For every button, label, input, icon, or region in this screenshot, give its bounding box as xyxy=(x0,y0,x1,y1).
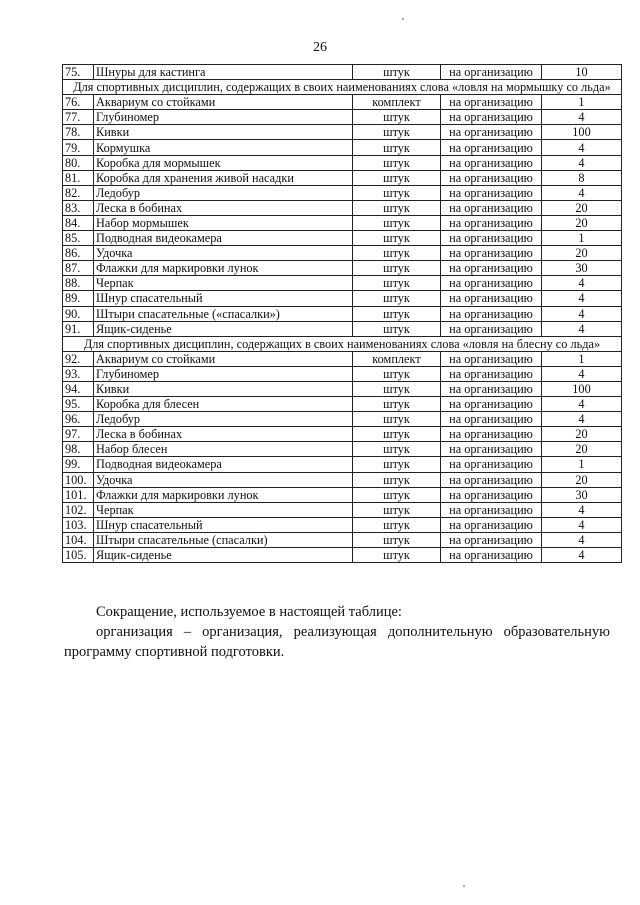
section-header-row xyxy=(63,80,622,95)
equipment-table-body xyxy=(63,65,622,563)
item-unit: штук xyxy=(353,381,441,396)
item-quantity: 4 xyxy=(542,532,622,547)
item-unit: комплект xyxy=(353,95,441,110)
item-quantity: 4 xyxy=(542,110,622,125)
item-name: Набор мормышек xyxy=(94,215,353,230)
item-unit: штук xyxy=(353,306,441,321)
table-row xyxy=(63,276,622,291)
item-number: 95. xyxy=(63,397,94,412)
item-number: 99. xyxy=(63,457,94,472)
item-number: 93. xyxy=(63,366,94,381)
item-quantity: 100 xyxy=(542,125,622,140)
item-unit: штук xyxy=(353,397,441,412)
item-name: Аквариум со стойками xyxy=(94,95,353,110)
table-row xyxy=(63,261,622,276)
table-row xyxy=(63,472,622,487)
item-unit: штук xyxy=(353,215,441,230)
item-unit: штук xyxy=(353,155,441,170)
item-quantity: 4 xyxy=(542,291,622,306)
item-unit: штук xyxy=(353,246,441,261)
table-row xyxy=(63,291,622,306)
item-per: на организацию xyxy=(441,185,542,200)
item-name: Глубиномер xyxy=(94,110,353,125)
table-row xyxy=(63,381,622,396)
item-quantity: 4 xyxy=(542,502,622,517)
item-per: на организацию xyxy=(441,110,542,125)
item-unit: комплект xyxy=(353,351,441,366)
item-unit: штук xyxy=(353,291,441,306)
equipment-table xyxy=(62,64,622,563)
item-per: на организацию xyxy=(441,532,542,547)
item-per: на организацию xyxy=(441,351,542,366)
table-row xyxy=(63,110,622,125)
item-quantity: 4 xyxy=(542,412,622,427)
item-quantity: 4 xyxy=(542,321,622,336)
item-number: 104. xyxy=(63,532,94,547)
table-row xyxy=(63,200,622,215)
item-number: 102. xyxy=(63,502,94,517)
item-name: Флажки для маркировки лунок xyxy=(94,261,353,276)
item-quantity: 30 xyxy=(542,487,622,502)
section-header-row xyxy=(63,336,622,351)
item-number: 75. xyxy=(63,65,94,80)
table-row xyxy=(63,155,622,170)
item-per: на организацию xyxy=(441,291,542,306)
item-name: Аквариум со стойками xyxy=(94,351,353,366)
item-per: на организацию xyxy=(441,457,542,472)
table-row xyxy=(63,246,622,261)
item-number: 85. xyxy=(63,231,94,246)
item-number: 86. xyxy=(63,246,94,261)
item-unit: штук xyxy=(353,517,441,532)
item-name: Штыри спасательные (спасалки) xyxy=(94,532,353,547)
item-quantity: 4 xyxy=(542,517,622,532)
item-quantity: 4 xyxy=(542,276,622,291)
table-row xyxy=(63,548,622,563)
item-quantity: 4 xyxy=(542,548,622,563)
item-name: Ледобур xyxy=(94,412,353,427)
item-name: Ящик-сиденье xyxy=(94,321,353,336)
item-unit: штук xyxy=(353,412,441,427)
item-number: 91. xyxy=(63,321,94,336)
item-name: Ледобур xyxy=(94,185,353,200)
item-number: 79. xyxy=(63,140,94,155)
item-per: на организацию xyxy=(441,306,542,321)
item-unit: штук xyxy=(353,472,441,487)
item-name: Черпак xyxy=(94,502,353,517)
scan-speck xyxy=(402,18,404,20)
table-row xyxy=(63,397,622,412)
item-name: Глубиномер xyxy=(94,366,353,381)
item-name: Шнур спасательный xyxy=(94,517,353,532)
item-per: на организацию xyxy=(441,548,542,563)
item-quantity: 20 xyxy=(542,442,622,457)
item-number: 103. xyxy=(63,517,94,532)
item-unit: штук xyxy=(353,321,441,336)
item-quantity: 20 xyxy=(542,246,622,261)
item-number: 89. xyxy=(63,291,94,306)
item-unit: штук xyxy=(353,170,441,185)
item-quantity: 4 xyxy=(542,366,622,381)
table-row xyxy=(63,366,622,381)
item-quantity: 4 xyxy=(542,155,622,170)
item-number: 76. xyxy=(63,95,94,110)
item-quantity: 1 xyxy=(542,95,622,110)
item-per: на организацию xyxy=(441,261,542,276)
item-unit: штук xyxy=(353,125,441,140)
table-row xyxy=(63,140,622,155)
item-unit: штук xyxy=(353,140,441,155)
section-header: Для спортивных дисциплин, содержащих в своих наименованиях слова «ловля на блесну со льда» xyxy=(63,336,622,351)
item-number: 87. xyxy=(63,261,94,276)
item-name: Коробка для блесен xyxy=(94,397,353,412)
item-per: на организацию xyxy=(441,200,542,215)
item-name: Леска в бобинах xyxy=(94,200,353,215)
item-name: Леска в бобинах xyxy=(94,427,353,442)
section-header: Для спортивных дисциплин, содержащих в своих наименованиях слова «ловля на мормышку со льда» xyxy=(63,80,622,95)
item-number: 98. xyxy=(63,442,94,457)
item-quantity: 20 xyxy=(542,200,622,215)
item-quantity: 10 xyxy=(542,65,622,80)
item-unit: штук xyxy=(353,261,441,276)
item-quantity: 4 xyxy=(542,185,622,200)
item-unit: штук xyxy=(353,366,441,381)
item-unit: штук xyxy=(353,65,441,80)
item-quantity: 4 xyxy=(542,306,622,321)
item-number: 84. xyxy=(63,215,94,230)
item-per: на организацию xyxy=(441,170,542,185)
table-row xyxy=(63,65,622,80)
item-name: Подводная видеокамера xyxy=(94,231,353,246)
item-quantity: 100 xyxy=(542,381,622,396)
item-number: 83. xyxy=(63,200,94,215)
item-per: на организацию xyxy=(441,125,542,140)
item-unit: штук xyxy=(353,231,441,246)
table-row xyxy=(63,351,622,366)
table-row xyxy=(63,170,622,185)
item-per: на организацию xyxy=(441,412,542,427)
item-name: Флажки для маркировки лунок xyxy=(94,487,353,502)
item-quantity: 4 xyxy=(542,397,622,412)
item-quantity: 4 xyxy=(542,140,622,155)
footnote-definition: организация – организация, реализующая дополнительную образовательную программу спортивной подготовки. xyxy=(64,624,610,660)
item-quantity: 1 xyxy=(542,457,622,472)
item-quantity: 8 xyxy=(542,170,622,185)
item-name: Шнуры для кастинга xyxy=(94,65,353,80)
item-per: на организацию xyxy=(441,487,542,502)
item-per: на организацию xyxy=(441,65,542,80)
item-name: Шнур спасательный xyxy=(94,291,353,306)
scan-speck xyxy=(463,885,465,887)
item-name: Коробка для мормышек xyxy=(94,155,353,170)
item-unit: штук xyxy=(353,276,441,291)
item-unit: штук xyxy=(353,532,441,547)
table-row xyxy=(63,231,622,246)
item-number: 96. xyxy=(63,412,94,427)
table-row xyxy=(63,215,622,230)
item-name: Штыри спасательные («спасалки») xyxy=(94,306,353,321)
item-number: 101. xyxy=(63,487,94,502)
item-per: на организацию xyxy=(441,155,542,170)
item-number: 81. xyxy=(63,170,94,185)
item-per: на организацию xyxy=(441,321,542,336)
item-name: Коробка для хранения живой насадки xyxy=(94,170,353,185)
item-name: Подводная видеокамера xyxy=(94,457,353,472)
item-name: Удочка xyxy=(94,472,353,487)
item-name: Кормушка xyxy=(94,140,353,155)
item-per: на организацию xyxy=(441,502,542,517)
item-number: 78. xyxy=(63,125,94,140)
table-row xyxy=(63,412,622,427)
item-name: Удочка xyxy=(94,246,353,261)
table-row xyxy=(63,517,622,532)
item-number: 105. xyxy=(63,548,94,563)
item-unit: штук xyxy=(353,457,441,472)
table-row xyxy=(63,321,622,336)
item-per: на организацию xyxy=(441,140,542,155)
item-name: Набор блесен xyxy=(94,442,353,457)
table-row xyxy=(63,487,622,502)
item-quantity: 20 xyxy=(542,472,622,487)
table-row xyxy=(63,95,622,110)
table-row xyxy=(63,125,622,140)
item-per: на организацию xyxy=(441,442,542,457)
item-unit: штук xyxy=(353,110,441,125)
item-number: 80. xyxy=(63,155,94,170)
item-per: на организацию xyxy=(441,427,542,442)
table-row xyxy=(63,306,622,321)
item-number: 77. xyxy=(63,110,94,125)
item-unit: штук xyxy=(353,185,441,200)
footnote-heading: Сокращение, используемое в настоящей таблице: xyxy=(96,604,402,620)
item-per: на организацию xyxy=(441,276,542,291)
item-number: 88. xyxy=(63,276,94,291)
item-quantity: 20 xyxy=(542,427,622,442)
item-number: 94. xyxy=(63,381,94,396)
item-unit: штук xyxy=(353,548,441,563)
item-per: на организацию xyxy=(441,95,542,110)
item-quantity: 20 xyxy=(542,215,622,230)
table-row xyxy=(63,427,622,442)
table-row xyxy=(63,442,622,457)
item-quantity: 1 xyxy=(542,351,622,366)
item-unit: штук xyxy=(353,442,441,457)
item-per: на организацию xyxy=(441,517,542,532)
item-name: Кивки xyxy=(94,125,353,140)
item-number: 90. xyxy=(63,306,94,321)
item-number: 82. xyxy=(63,185,94,200)
item-name: Кивки xyxy=(94,381,353,396)
item-quantity: 30 xyxy=(542,261,622,276)
item-per: на организацию xyxy=(441,381,542,396)
item-per: на организацию xyxy=(441,397,542,412)
page-number: 26 xyxy=(313,40,327,55)
item-per: на организацию xyxy=(441,231,542,246)
table-row xyxy=(63,457,622,472)
item-per: на организацию xyxy=(441,215,542,230)
item-per: на организацию xyxy=(441,246,542,261)
item-unit: штук xyxy=(353,487,441,502)
table-row xyxy=(63,502,622,517)
item-name: Ящик-сиденье xyxy=(94,548,353,563)
footnote xyxy=(64,602,610,662)
item-number: 92. xyxy=(63,351,94,366)
item-number: 100. xyxy=(63,472,94,487)
table-row xyxy=(63,185,622,200)
item-quantity: 1 xyxy=(542,231,622,246)
item-name: Черпак xyxy=(94,276,353,291)
table-row xyxy=(63,532,622,547)
item-unit: штук xyxy=(353,427,441,442)
item-number: 97. xyxy=(63,427,94,442)
item-unit: штук xyxy=(353,200,441,215)
item-per: на организацию xyxy=(441,366,542,381)
item-per: на организацию xyxy=(441,472,542,487)
item-unit: штук xyxy=(353,502,441,517)
